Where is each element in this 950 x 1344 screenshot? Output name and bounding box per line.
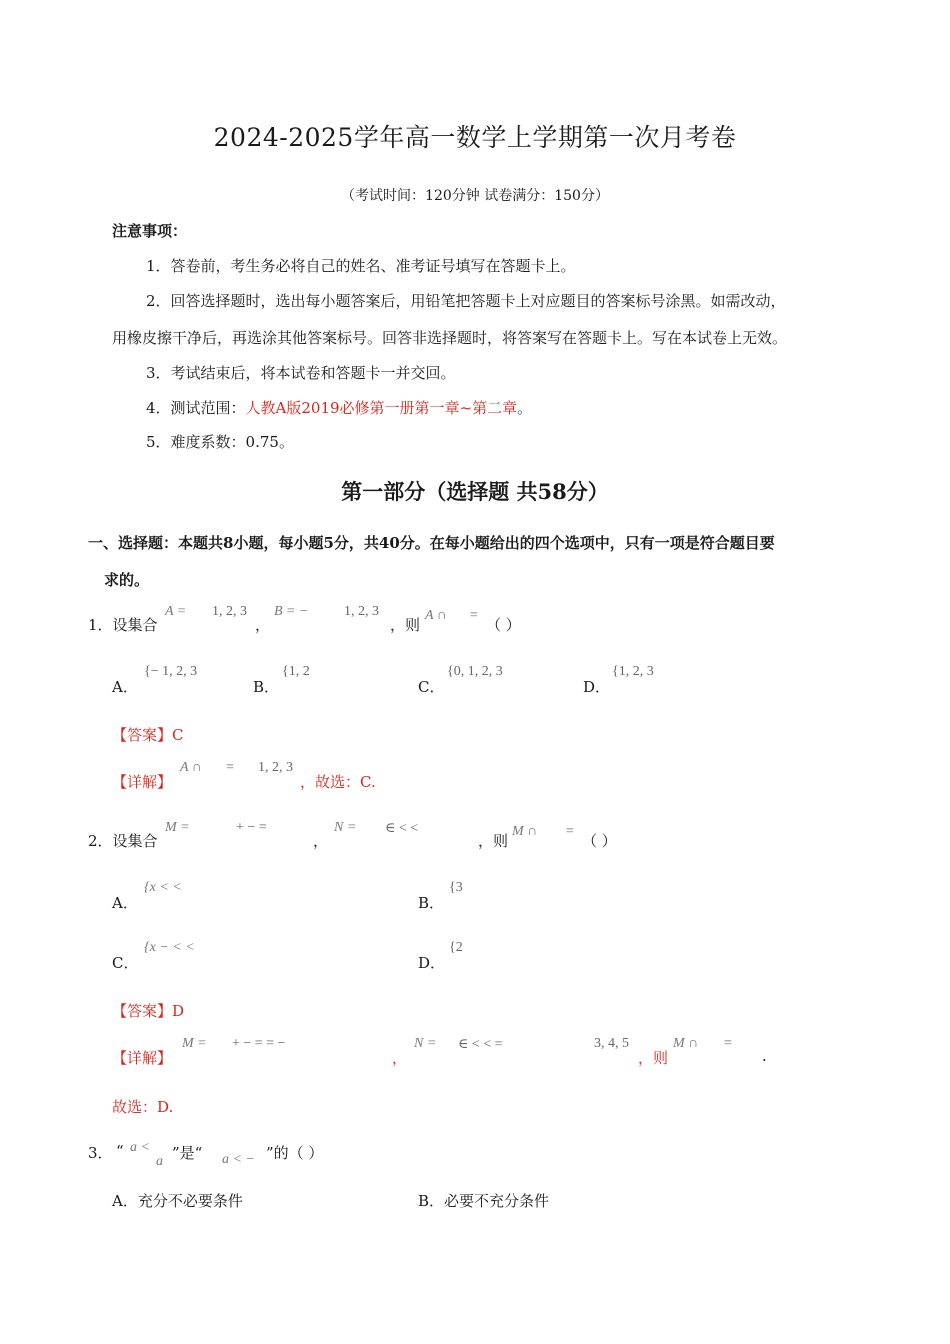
q1-option-d-set: {1, 2, 3 — [612, 664, 654, 679]
test-scope: 人教A版2019必修第一册第一章~第二章 — [245, 399, 518, 417]
q2-detail-math-m-rest: + − = = − — [232, 1036, 286, 1051]
q1-then: ，则 — [390, 616, 421, 634]
q1-detail-tag: 【详解】 — [112, 773, 173, 791]
q1-comma: ， — [255, 616, 271, 634]
q2-option-b-label: B． — [418, 894, 445, 912]
q2-detail-math-n-rest: ∈ < < = — [458, 1037, 503, 1052]
q2-then: ，则 — [478, 832, 509, 850]
section-1-line-1: 一、选择题：本题共8小题，每小题5分，共40分。在每小题给出的四个选项中，只有一项是符合题目要 — [88, 534, 775, 552]
q2-option-b-set: {3 — [449, 880, 463, 895]
q3-quote-mid: ”是“ — [172, 1144, 203, 1162]
note-item-4 — [146, 397, 532, 418]
q1-detail-eq: = — [226, 760, 234, 775]
q3-math-1-denominator: a — [156, 1154, 163, 1169]
q2-math-mn: M ∩ — [512, 824, 538, 839]
note-item-1: 1．答卷前，考生务必将自己的姓名、准考证号填写在答题卡上。 — [146, 257, 576, 275]
q2-conclusion: 故选：D. — [112, 1098, 174, 1116]
q1-option-b-label: B． — [253, 678, 280, 696]
q1-math-b: B = − — [274, 604, 309, 619]
q1-option-a-label: A． — [112, 678, 138, 696]
q2-math-m: M = — [165, 820, 190, 835]
note-item-2-line-1: 2．回答选择题时，选出每小题答案后，用铅笔把答题卡上对应题目的答案标号涂黑。如需改动， — [146, 292, 786, 310]
q2-option-d-label: D． — [418, 954, 446, 972]
q2-stem-prefix: 2．设集合 — [88, 832, 158, 850]
q2-paren: （ ） — [582, 832, 617, 850]
q2-math-m-rest: + − = — [236, 820, 267, 835]
note-item-3: 3．考试结束后，将本试卷和答题卡一并交回。 — [146, 364, 456, 382]
q2-option-c-set: {x − < < — [144, 940, 195, 955]
q1-math-a: A = — [165, 604, 187, 619]
q2-answer — [112, 1000, 184, 1021]
q1-detail-text: ，故选：C. — [300, 773, 376, 791]
q2-detail-comma: ， — [392, 1049, 408, 1067]
note-item-4-suffix: 。 — [517, 399, 533, 417]
q1-eq: = — [470, 608, 478, 623]
note-item-2-line-2: 用橡皮擦干净后，再选涂其他答案标号。回答非选择题时，将答案写在答题卡上。写在本试卷上无效。 — [112, 329, 788, 347]
q1-option-b-set: {1, 2 — [282, 664, 310, 679]
q1-paren: （ ） — [486, 616, 521, 634]
q2-detail-set: 3, 4, 5 — [594, 1036, 629, 1051]
q1-option-a-set: {− 1, 2, 3 — [144, 664, 198, 679]
exam-subtitle: （考试时间：120分钟 试卷满分：150分） — [341, 188, 609, 204]
q1-answer-tag: 【答案】 — [112, 726, 173, 744]
q2-detail-math-m: M = — [182, 1036, 207, 1051]
section-1-line-2: 求的。 — [104, 571, 150, 589]
q2-detail-then: ，则 — [638, 1049, 669, 1067]
q1-math-b-set: 1, 2, 3 — [344, 604, 379, 619]
q2-option-a-label: A． — [112, 894, 138, 912]
q3-math-2: a < − — [222, 1152, 255, 1167]
q2-option-c-label: C． — [112, 954, 139, 972]
q3-option-b: B．必要不充分条件 — [418, 1192, 550, 1210]
q3-stem-prefix: 3． — [88, 1144, 113, 1162]
q1-option-d-label: D． — [583, 678, 611, 696]
exam-title: 2024-2025学年高一数学上学期第一次月考卷 — [213, 123, 737, 152]
q1-answer-value: C — [172, 726, 184, 744]
q1-option-c-label: C． — [418, 678, 445, 696]
q2-answer-value: D — [172, 1002, 185, 1020]
q1-detail-set: 1, 2, 3 — [258, 760, 293, 775]
q2-comma: ， — [313, 832, 329, 850]
q1-stem-prefix: 1．设集合 — [88, 616, 158, 634]
note-item-5: 5．难度系数：0.75。 — [146, 433, 294, 451]
q2-math-n-rest: ∈ < < — [385, 821, 419, 836]
q1-option-c-set: {0, 1, 2, 3 — [447, 664, 503, 679]
q2-option-a-set: {x < < — [144, 880, 182, 895]
q2-detail-math-mn: M ∩ — [673, 1036, 699, 1051]
q2-detail-eq: = — [724, 1036, 732, 1051]
notes-heading: 注意事项： — [112, 222, 188, 240]
q2-math-n: N = — [334, 820, 357, 835]
q1-answer — [112, 724, 184, 745]
q2-option-d-set: {2 — [449, 940, 463, 955]
q2-answer-tag: 【答案】 — [112, 1002, 173, 1020]
part-1-title: 第一部分（选择题 共58分） — [341, 479, 609, 504]
note-item-4-prefix: 4．测试范围： — [146, 399, 246, 417]
q1-math-ab: A ∩ — [425, 608, 447, 623]
q2-detail-end: . — [762, 1047, 767, 1065]
q1-math-a-set: 1, 2, 3 — [212, 604, 247, 619]
q3-quote-open: “ — [116, 1142, 124, 1160]
q2-detail-math-n: N = — [414, 1036, 437, 1051]
q2-detail-tag: 【详解】 — [112, 1049, 173, 1067]
q3-math-1: a < — [130, 1140, 150, 1155]
q2-eq: = — [566, 824, 574, 839]
q3-option-a: A．充分不必要条件 — [112, 1192, 243, 1210]
q3-quote-close: ”的（ ） — [266, 1144, 324, 1162]
q1-detail-math: A ∩ — [180, 760, 202, 775]
